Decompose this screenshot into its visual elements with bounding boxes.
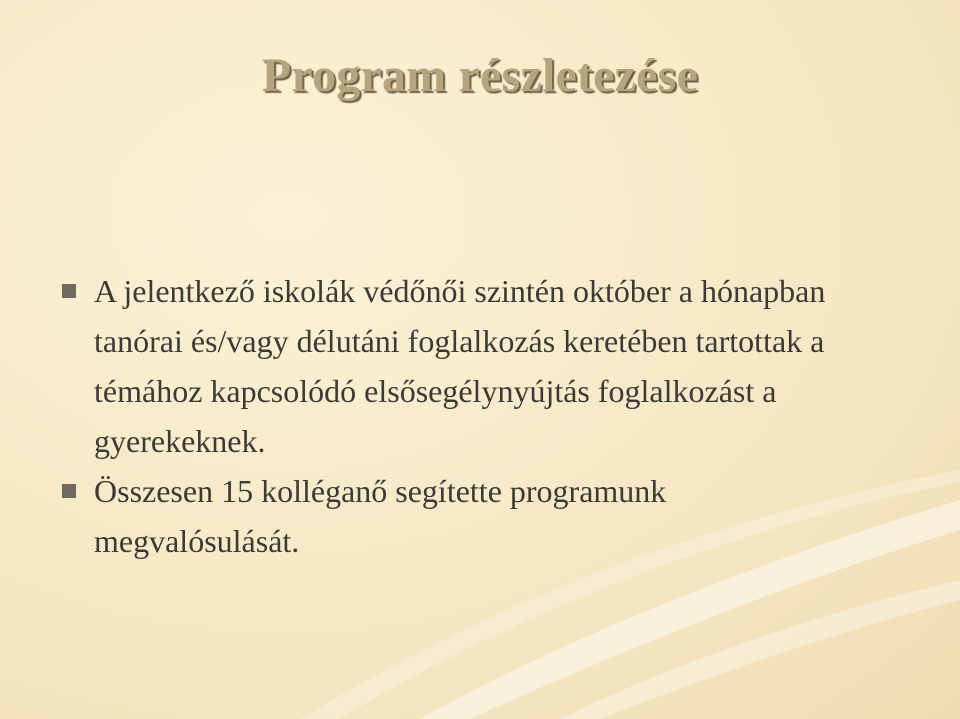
- bullet-text: A jelentkező iskolák védőnői szintén október a hónapban tanórai és/vagy délutáni foglalkozás keretében tartottak a témához kapcsolódó elsősegélynyújtás foglalkozást a gyerekeknek.: [94, 273, 826, 459]
- bullet-item: [58, 466, 878, 566]
- square-bullet-icon: [62, 284, 76, 298]
- square-bullet-icon: [62, 484, 76, 498]
- slide-title: Program részletezése: [261, 49, 699, 102]
- bullet-text: Összesen 15 kolléganő segítette programunk megvalósulását.: [94, 473, 667, 559]
- bullet-list: [58, 266, 878, 566]
- bullet-item: [58, 266, 878, 466]
